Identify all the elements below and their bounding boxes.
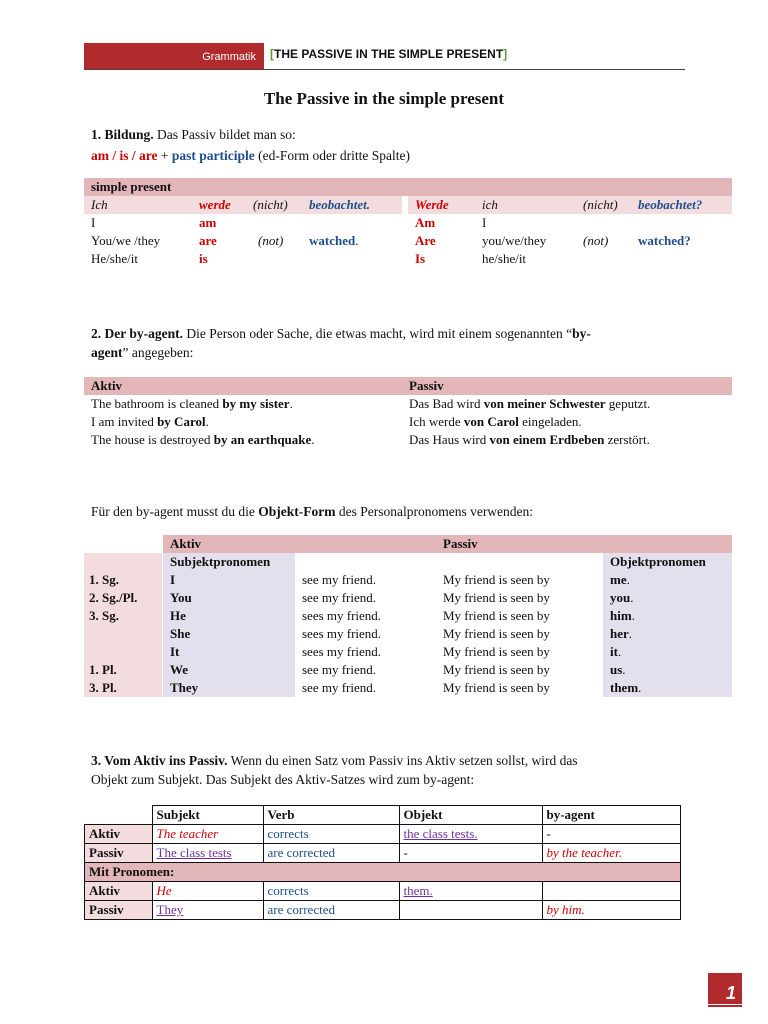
t2-r1-a1: I am invited	[91, 414, 158, 429]
t2-r0-p1: Das Bad wird	[409, 396, 484, 411]
t2-r0-aktiv	[91, 395, 293, 413]
objekt-intro	[91, 503, 533, 521]
t3-r2-c3: -	[399, 844, 542, 863]
tobj-r6-dot: .	[638, 680, 642, 695]
tobj-r5-subj: We	[170, 662, 189, 677]
header-rule	[84, 69, 685, 70]
t3-h1: Subjekt	[152, 806, 263, 825]
tobj-r2-obj: him	[610, 608, 632, 623]
t1-r0-c1: am	[199, 215, 217, 230]
tobj-r5-objcell	[610, 661, 626, 679]
t1-r1-c3: watched	[309, 233, 356, 248]
tobj-r2-verb: sees my friend.	[302, 608, 382, 623]
t3-r1-c2: corrects	[263, 825, 399, 844]
t1-r2-c1: is	[199, 251, 208, 266]
t1-divider	[402, 196, 408, 268]
t3-r2-c1: The class tests	[152, 844, 263, 863]
tobj-r4-subj: It	[170, 644, 180, 659]
t1-r2-c4: Is	[415, 251, 426, 266]
t1-r1-c5: you/we/they	[482, 233, 547, 248]
t2-r2-p1: Das Haus wird	[409, 432, 490, 447]
t2-r0-p3: geputzt.	[605, 396, 651, 411]
tobj-subj-head: Subjektpronomen	[170, 554, 271, 569]
t1-r1-c3-wrap	[309, 232, 358, 250]
header-tag: Grammatik	[84, 43, 264, 70]
t3-r4-c0: Passiv	[85, 901, 153, 920]
tobj-r6-verb: see my friend.	[302, 680, 377, 695]
t2-r2-p3: zerstört.	[604, 432, 650, 447]
t2-r2-a2: by an earthquake	[213, 432, 312, 447]
t1-r1-c6: (not)	[583, 233, 609, 248]
tobj-r5-obj: us	[610, 662, 623, 677]
t2-r1-aktiv	[91, 413, 209, 431]
t3-r2-c4: by the teacher.	[542, 844, 680, 863]
t3-r3-c1: He	[152, 882, 263, 901]
formula-rest: (ed-Form oder dritte Spalte)	[254, 148, 410, 163]
t1-r1-c7: watched?	[638, 233, 691, 248]
t3-r1-c3: the class tests.	[399, 825, 542, 844]
t2-r2-a1: The house is destroyed	[91, 432, 214, 447]
tobj-r0-subj: I	[170, 572, 176, 587]
t3-h2: Verb	[263, 806, 399, 825]
t2-r1-a2: by Carol	[157, 414, 206, 429]
t3-h0	[85, 806, 153, 825]
t1-r1-c1: are	[199, 233, 217, 248]
t2-r1-p1: Ich werde	[409, 414, 464, 429]
t1-title-band	[84, 178, 732, 196]
t1-r0-c5: I	[482, 215, 487, 230]
section3-line2: Objekt zum Subjekt. Das Subjekt des Aktiv-Satzes wird zum by-agent:	[91, 772, 475, 787]
formula-pp: past participle	[171, 148, 255, 163]
section2-line2	[91, 344, 193, 362]
t3-r1-c1: The teacher	[152, 825, 263, 844]
t2-head-band	[84, 377, 732, 395]
tobj-r2-subj: He	[170, 608, 186, 623]
tobj-r1-verb: see my friend.	[302, 590, 377, 605]
t3-r1-c4: -	[542, 825, 680, 844]
t3-head-row	[85, 806, 681, 825]
tobj-r0-pass: My friend is seen by	[443, 572, 550, 587]
t3-r3-c3: them.	[399, 882, 542, 901]
tobj-r5-verb: see my friend.	[302, 662, 377, 677]
tobj-r1-objcell	[610, 589, 633, 607]
section2-text2: ” angegeben:	[122, 345, 194, 360]
t2-r0-passiv	[409, 395, 650, 413]
t2-r2-p2: von einem Erdbeben	[489, 432, 605, 447]
t2-r0-a2: by my sister	[222, 396, 290, 411]
formula-plus: +	[157, 148, 172, 163]
t3-r4-c2: are corrected	[263, 901, 399, 920]
objekt-intro-1: Für den by-agent musst du die	[91, 504, 259, 519]
section1-heading: 1. Bildung.	[91, 127, 154, 142]
section1-intro	[91, 126, 296, 144]
t1-title: simple present	[91, 179, 172, 194]
tobj-r4-verb: sees my friend.	[302, 644, 382, 659]
t2-r2-a3: .	[311, 432, 315, 447]
section3-heading: 3. Vom Aktiv ins Passiv.	[91, 753, 228, 768]
tobj-r0-dot: .	[626, 572, 630, 587]
t1-head-band	[84, 196, 732, 214]
t3-r4-c1: They	[152, 901, 263, 920]
t2-r1-p3: eingeladen.	[518, 414, 582, 429]
t3-r1-c0: Aktiv	[85, 825, 153, 844]
header-subtitle-text: THE PASSIVE IN THE SIMPLE PRESENT	[274, 47, 504, 61]
tobj-r1-obj: you	[610, 590, 631, 605]
tobj-r3-pass: My friend is seen by	[443, 626, 550, 641]
t1-r0-c4: Am	[415, 215, 436, 230]
tobj-r4-objcell	[610, 643, 621, 661]
tobj-r6-pass: My friend is seen by	[443, 680, 550, 695]
tobj-r4-pass: My friend is seen by	[443, 644, 550, 659]
t3-row-aktiv-pron	[85, 882, 681, 901]
t3-r4-c4: by him.	[542, 901, 680, 920]
t2-r1-p2: von Carol	[463, 414, 519, 429]
t1-r1-c0: You/we /they	[91, 233, 161, 248]
tobj-r4-dot: .	[617, 644, 622, 659]
t1-r2-c5: he/she/it	[482, 251, 527, 266]
section2-heading: 2. Der by-agent.	[91, 326, 183, 341]
tobj-obj-head: Objektpronomen	[610, 554, 706, 569]
tobj-r3-objcell	[610, 625, 632, 643]
page-title: The Passive in the simple present	[263, 89, 505, 108]
tobj-passiv: Passiv	[443, 536, 478, 551]
tobj-r2-objcell	[610, 607, 635, 625]
tobj-r1-subj: You	[170, 590, 192, 605]
tobj-r2-label: 3. Sg.	[89, 608, 119, 623]
tobj-r6-obj: them	[610, 680, 639, 695]
section3-text1: Wenn du einen Satz vom Passiv ins Aktiv setzen sollst, wird das	[227, 753, 578, 768]
t1-h6: (nicht)	[583, 197, 618, 212]
tobj-r6-subj: They	[170, 680, 199, 695]
section2-text1: Die Person oder Sache, die etwas macht, wird mit einem sogenannten “	[183, 326, 573, 341]
t1-r0-c0: I	[91, 215, 96, 230]
tobj-aktiv: Aktiv	[170, 536, 202, 551]
bracket-close: ]	[503, 47, 508, 61]
t3-row-passiv	[85, 844, 681, 863]
tobj-r3-verb: sees my friend.	[302, 626, 382, 641]
t1-r1-c4: Are	[415, 233, 436, 248]
tobj-r1-pass: My friend is seen by	[443, 590, 550, 605]
page-number: 1	[708, 973, 742, 1007]
tobj-r3-subj: She	[170, 626, 191, 641]
formula-be: am / is / are	[91, 148, 158, 163]
t2-r0-a1: The bathroom is cleaned	[91, 396, 223, 411]
page-number-rule	[706, 1004, 742, 1005]
t3-mit-pronomen: Mit Pronomen:	[85, 863, 681, 882]
objekt-intro-bold: Objekt-Form	[258, 504, 336, 519]
t1-h1: werde	[199, 197, 231, 212]
tobj-r2-dot: .	[631, 608, 635, 623]
t3-row-mit	[85, 863, 681, 882]
tobj-r0-obj: me	[610, 572, 627, 587]
t1-r2-c0: He/she/it	[91, 251, 138, 266]
t3-h4: by-agent	[542, 806, 680, 825]
t1-h0: Ich	[91, 197, 108, 212]
t2-r2-aktiv	[91, 431, 315, 449]
t1-h3: beobachtet.	[309, 197, 371, 212]
t1-h4: Werde	[415, 197, 449, 212]
bracket-open: [	[270, 47, 274, 61]
section2-byterm: by-	[572, 326, 591, 341]
t1-h5: ich	[482, 197, 498, 212]
section2-line1	[91, 325, 591, 343]
tobj-r1-label: 2. Sg./Pl.	[89, 590, 138, 605]
tobj-r5-dot: .	[622, 662, 626, 677]
tobj-r2-pass: My friend is seen by	[443, 608, 550, 623]
section2-agentterm: agent	[91, 345, 123, 360]
section1-text: Das Passiv bildet man so:	[153, 127, 296, 142]
t2-r1-a3: .	[205, 414, 209, 429]
tobj-r3-obj: her	[610, 626, 629, 641]
tobj-r0-verb: see my friend.	[302, 572, 377, 587]
section1-formula	[91, 147, 410, 165]
t1-r1-c2: (not)	[258, 233, 284, 248]
t2-r2-passiv	[409, 431, 650, 449]
t3-h3: Objekt	[399, 806, 542, 825]
t1-h7: beobachtet?	[638, 197, 703, 212]
t3-r2-c2: are corrected	[263, 844, 399, 863]
section3-line1	[91, 752, 578, 770]
t3-r3-c0: Aktiv	[85, 882, 153, 901]
objekt-intro-2: des Personalpronomens verwenden:	[335, 504, 534, 519]
tobj-r5-label: 1. Pl.	[89, 662, 117, 677]
t3-r4-c3	[399, 901, 542, 920]
t3-r3-c4	[542, 882, 680, 901]
t2-r0-a3: .	[289, 396, 293, 411]
t2-r0-p2: von meiner Schwester	[483, 396, 606, 411]
t3-row-passiv-pron	[85, 901, 681, 920]
t1-r1-period: .	[355, 233, 359, 248]
t1-h2: (nicht)	[253, 197, 288, 212]
tobj-r3-dot: .	[628, 626, 633, 641]
tobj-r0-label: 1. Sg.	[89, 572, 119, 587]
header-subtitle	[270, 47, 507, 61]
tobj-r5-pass: My friend is seen by	[443, 662, 550, 677]
t2-r1-passiv	[409, 413, 582, 431]
t3-r3-c2: corrects	[263, 882, 399, 901]
t2-passiv: Passiv	[409, 378, 444, 393]
t3-row-aktiv	[85, 825, 681, 844]
tobj-r1-dot: .	[630, 590, 634, 605]
conversion-table	[84, 805, 681, 920]
tobj-r0-objcell	[610, 571, 630, 589]
t3-r2-c0: Passiv	[85, 844, 153, 863]
tobj-r6-label: 3. Pl.	[89, 680, 117, 695]
tobj-r4-obj: it	[610, 644, 618, 659]
tobj-r6-objcell	[610, 679, 641, 697]
t2-aktiv: Aktiv	[91, 378, 123, 393]
